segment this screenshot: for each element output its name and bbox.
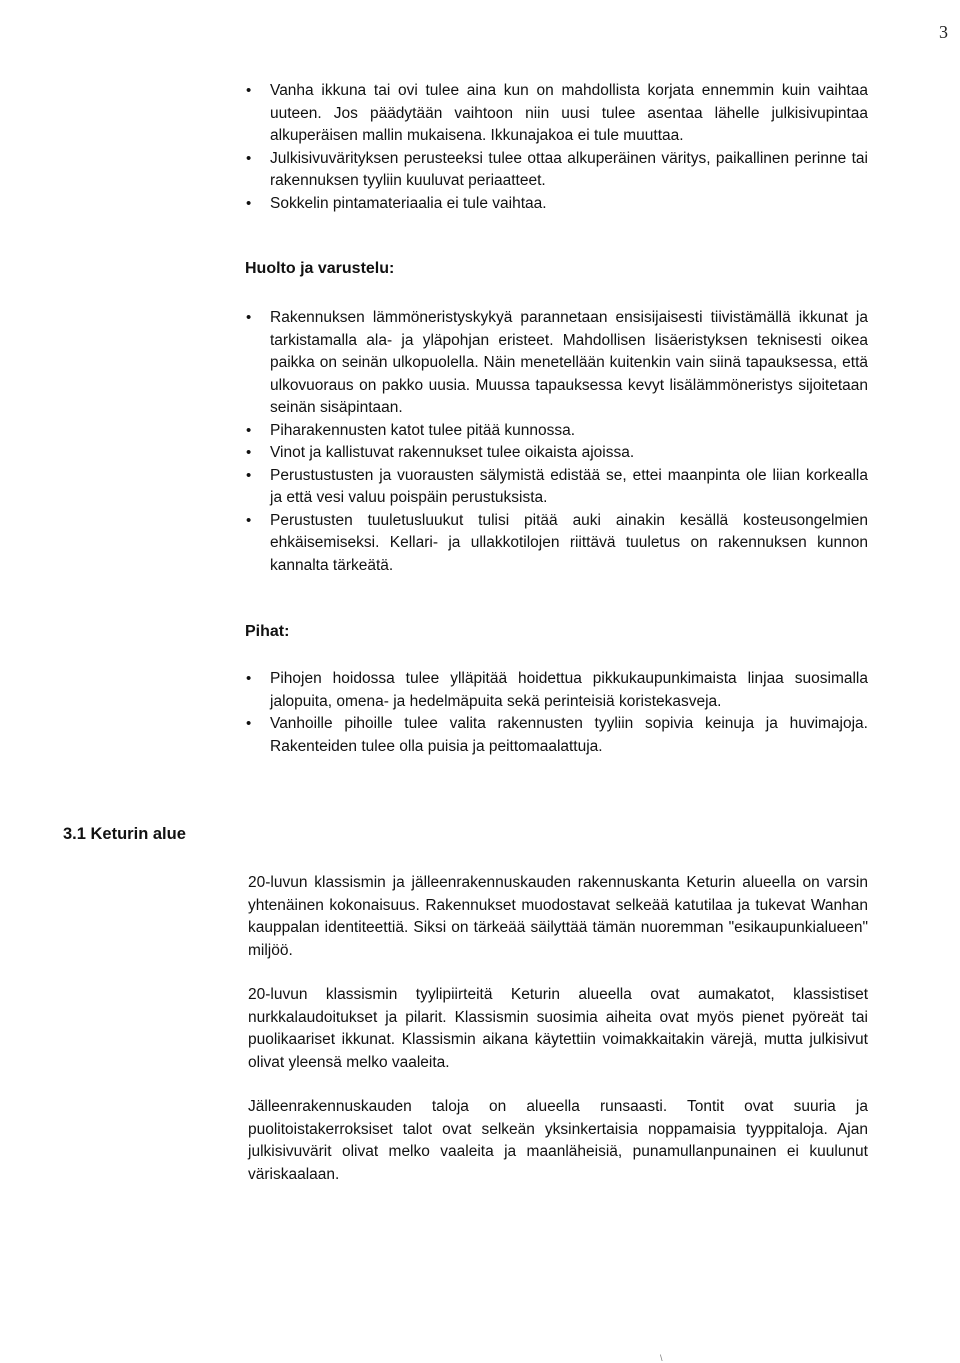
section-paragraph: 20-luvun klassismin tyylipiirteitä Keturin alueella ovat aumakatot, klassistiset nurkkalaudoitukset ja pilarit. Klassismin suosimia aiheita ovat myös pienet pyöreät tai puolikaariset ikkunat. Klassismin aikana käytettiin voimakkaitakin värejä, mutta julkisivut olivat yleensä melko vaaleita. [248,986,868,1071]
top-bullet-list [270,80,868,215]
list-item: • Vanha ikkuna tai ovi tulee aina kun on mahdollista korjata ennemmin kuin vaihtaa uuteen. Jos päädytään vaihtoon niin uusi tulee asentaa lähelle julkisivupintaa alkuperäisen mallin mukaisena. Ikkunajakoa ei tule muuttaa. [270,80,868,148]
huolto-heading: Huolto ja varustelu: [245,260,395,277]
section-heading: 3.1 Keturin alue [63,825,186,843]
scan-mark: \ [660,1353,663,1363]
list-item: • Perustustusten ja vuorausten sälymistä edistää se, ettei maanpinta ole liian korkealla ja että vesi valuu poispäin perustuksista. [270,465,868,510]
list-item: • Pihojen hoidossa tulee ylläpitää hoidettua pikkukaupunkimaista linjaa suosimalla jalopuita, omena- ja hedelmäpuita sekä perinteisiä koristekasveja. [270,668,868,713]
list-item: • Vanhoille pihoille tulee valita rakennusten tyyliin sopivia keinuja ja huvimajoja. Rakenteiden tulee olla puisia ja peittomaalattuja. [270,713,868,758]
section-paragraph: 20-luvun klassismin ja jälleenrakennuskauden rakennuskanta Keturin alueella on varsin yhtenäinen kokonaisuus. Rakennukset muodostavat selkeää katutilaa ja tukevat Wanhan kauppalan identiteettiä. Siksi on tärkeää säilyttää tämän nuoremman "esikaupunkialueen" miljöö. [248,874,868,959]
list-item: • Julkisivuvärityksen perusteeksi tulee ottaa alkuperäinen väritys, paikallinen perinne tai rakennuksen tyyliin kuuluvat periaatteet. [270,148,868,193]
list-item: • Perustusten tuuletusluukut tulisi pitää auki ainakin kesällä kosteusongelmien ehkäisemiseksi. Kellari- ja ullakkotilojen riittävä tuuletus on rakennuksen kunnon kannalta tärkeätä. [270,510,868,578]
pihat-bullet-list [270,668,868,758]
page-number: 3 [939,22,948,42]
list-item: • Rakennuksen lämmöneristyskykyä parannetaan ensisijaisesti tiivistämällä ikkunat ja tarkistamalla ala- ja yläpohjan eristeet. Mahdollisen lisäeristyksen teknisesti oikea paikka on seinän ulkopuolella. Näin menetellään kuitenkin vain siinä tapauksessa, että ulkovuoraus on pakko uusia. Muussa tapauksessa kevyt lisälämmöneristys sijoitetaan seinän sisäpintaan. [270,307,868,420]
section-paragraph: Jälleenrakennuskauden taloja on alueella runsaasti. Tontit ovat suuria ja puolitoistakerroksiset talot ovat selkeän yksinkertaisia noppamaisia tyyppitaloja. Ajan julkisivuvärit olivat melko vaaleita ja maanläheisiä, punamullanpunainen ei kuulunut väriskaalaan. [248,1098,868,1183]
pihat-heading: Pihat: [245,623,290,640]
list-item: • Piharakennusten katot tulee pitää kunnossa. [270,420,868,443]
huolto-bullet-list [270,307,868,577]
list-item: • Vinot ja kallistuvat rakennukset tulee oikaista ajoissa. [270,442,868,465]
list-item: • Sokkelin pintamateriaalia ei tule vaihtaa. [270,193,868,216]
